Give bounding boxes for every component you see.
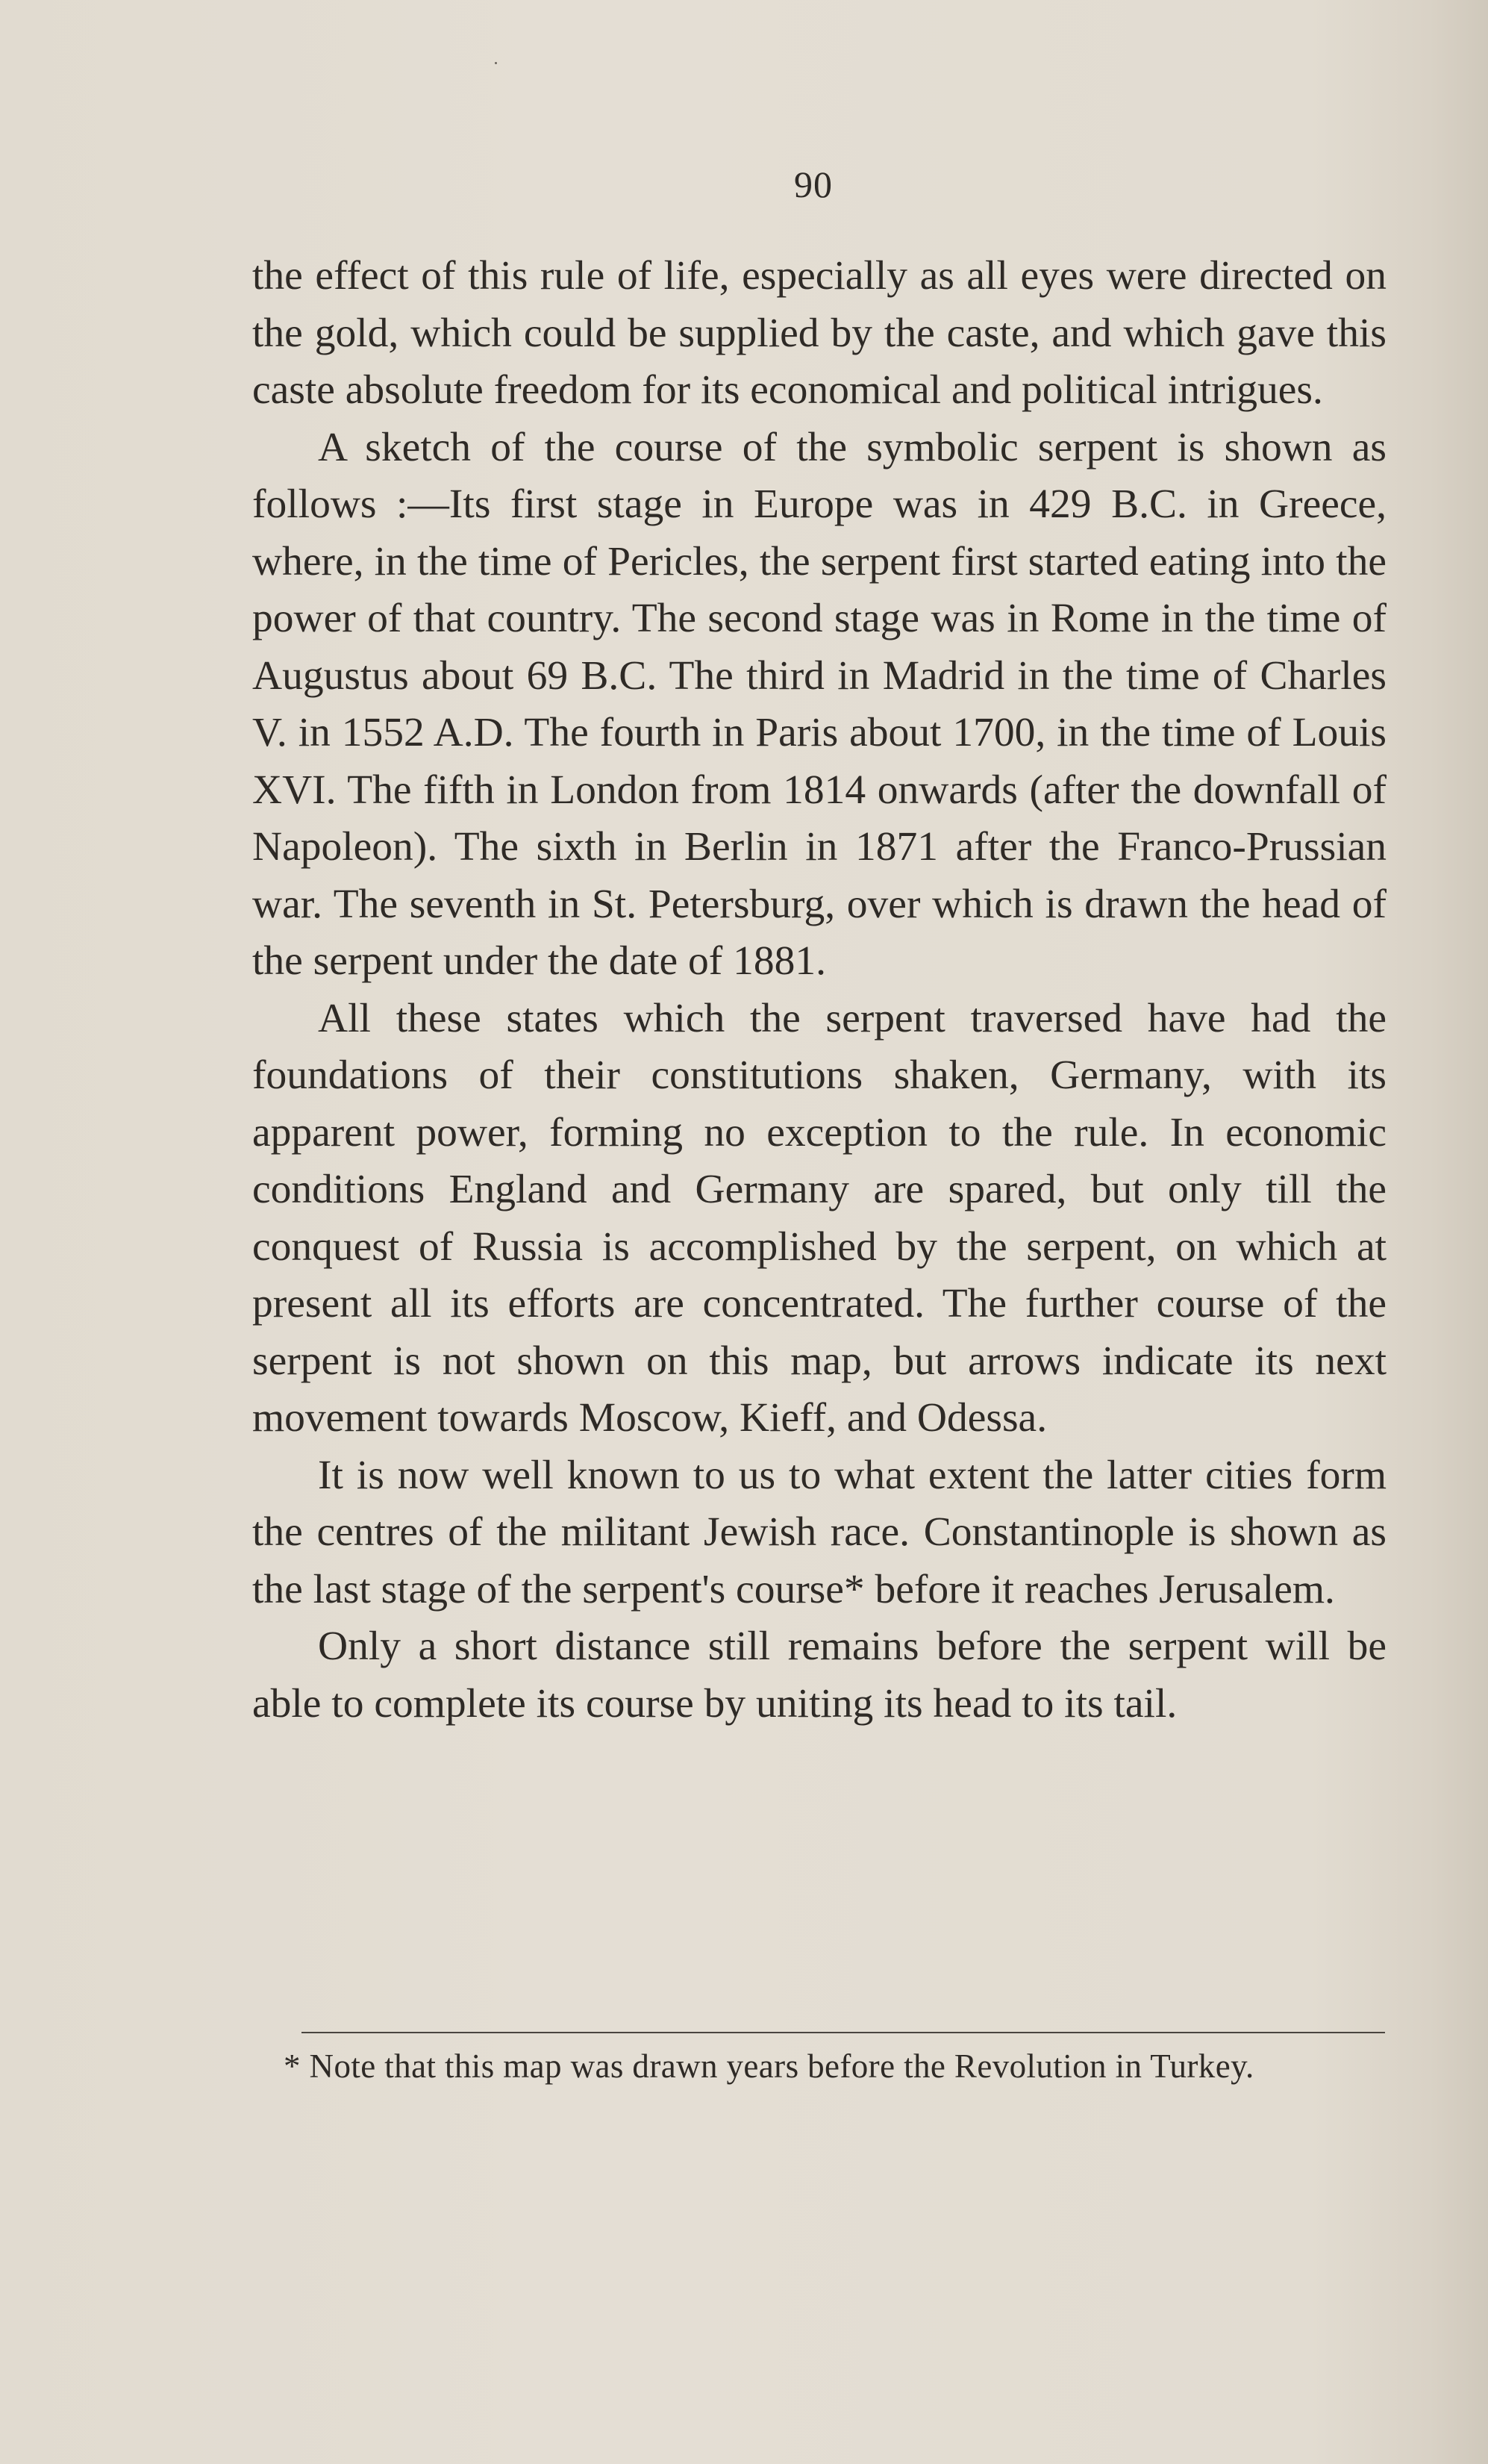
paragraph-3: All these states which the serpent traversed have had the foundations of their constitutions shaken, Germany, with its apparent power, forming no exception to the rule. In economic conditions England and Germany are spared, but only till the conquest of Russia is accomplished by the serpent, on which at present all its efforts are concentrated. The further course of the serpent is not shown on this map, but arrows indicate its next movement towards Moscow, Kieff, and Odessa. bbox=[252, 995, 1387, 1441]
page-speck bbox=[495, 62, 497, 64]
footnote: * Note that this map was drawn years before the Revolution in Turkey. bbox=[284, 2047, 1254, 2085]
footnote-divider bbox=[301, 2032, 1385, 2033]
paragraph-1: the effect of this rule of life, especially as all eyes were directed on the gold, which could be supplied by the caste, and which gave this caste absolute freedom for its economical and political intrigues. bbox=[252, 253, 1387, 413]
paragraph-5: Only a short distance still remains before the serpent will be able to complete its course by uniting its head to its tail. bbox=[252, 1624, 1387, 1727]
paragraph-2: A sketch of the course of the symbolic serpent is shown as follows :—Its first stage in Europe was in 429 B.C. in Greece, where, in the time of Pericles, the serpent first started eating into the power of that country. The second stage was in Rome in the time of Augustus about 69 B.C. The third in Madrid in the time of Charles V. in 1552 A.D. The fourth in Paris about 1700, in the time of Louis XVI. The fifth in London from 1814 onwards (after the downfall of Napoleon). The sixth in Berlin in 1871 after the Franco-Prussian war. The seventh in St. Petersburg, over which is drawn the head of the serpent under the date of 1881. bbox=[252, 424, 1387, 984]
paragraph-4: It is now well known to us to what extent the latter cities form the centres of the militant Jewish race. Constantinople is shown as the last stage of the serpent's course* before it reaches Jerusalem. bbox=[252, 1452, 1387, 1612]
body-text bbox=[252, 248, 1387, 1732]
page-number: 90 bbox=[794, 163, 833, 205]
